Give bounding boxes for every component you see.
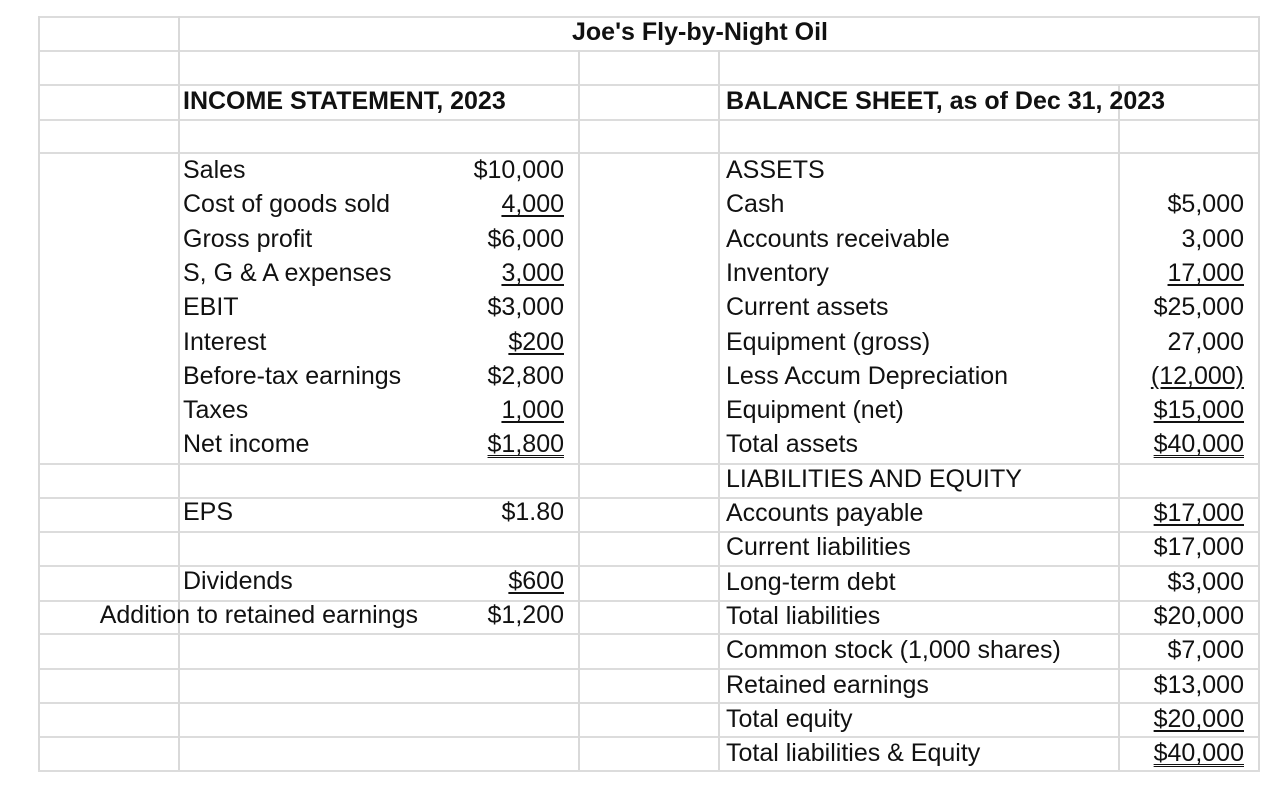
income-row-value: $200 [508,327,564,356]
grid-column-line [578,50,580,770]
grid-column-line [178,16,180,770]
balance-row-value: (12,000) [1150,361,1244,390]
balance-row-value: $20,000 [1153,704,1244,733]
balance-row-label: Inventory [726,258,829,287]
income-row-label: Gross profit [183,224,313,253]
balance-row-label: LIABILITIES AND EQUITY [726,464,1022,493]
dividends-value: $600 [508,567,564,595]
balance-row-value: 3,000 [1181,224,1244,253]
balance-row-label: Total assets [726,430,859,459]
eps-value: $1.80 [501,498,564,526]
income-row-value-cell [420,361,564,391]
balance-row-value-cell [1090,601,1244,631]
sheet-title: Joe's Fly-by-Night Oil [572,18,828,46]
balance-row-label: Total liabilities & Equity [726,739,981,768]
balance-row-value: $3,000 [1167,567,1244,596]
income-row-label: Interest [183,327,267,356]
income-row-label: EBIT [183,293,239,322]
income-row-value-cell [420,189,564,219]
balance-row-value: $15,000 [1153,396,1244,425]
income-row-label: Net income [183,430,310,459]
balance-row-label: Total liabilities [726,601,881,630]
balance-row-value-cell [1090,670,1244,700]
grid-row-line [38,463,1260,465]
balance-row-value: $17,000 [1153,499,1244,527]
income-statement-heading: INCOME STATEMENT, 2023 [183,87,506,115]
grid-row-line [38,702,1260,704]
grid-column-line [38,16,40,770]
balance-row-value: $40,000 [1153,739,1244,768]
balance-row-value-cell [1090,292,1244,322]
income-row-value: $1,800 [487,430,564,459]
balance-row-label: Less Accum Depreciation [726,361,1009,390]
balance-row-value-cell [1090,704,1244,734]
balance-row-value: $17,000 [1153,533,1244,562]
income-row-value: 3,000 [501,258,564,287]
income-row-label: Cost of goods sold [183,190,391,219]
balance-row-label: Total equity [726,704,853,733]
balance-row-value-cell [1090,635,1244,665]
balance-row-label: Equipment (net) [726,396,904,425]
grid-column-line [1118,84,1120,770]
balance-row-label: Retained earnings [726,670,929,699]
retained-value: $1,200 [487,601,564,629]
income-row-value: $2,800 [487,361,564,390]
grid-row-line [38,668,1260,670]
income-row-value: 1,000 [501,396,564,425]
grid-row-line [38,119,1260,121]
balance-row-value: $20,000 [1153,601,1244,630]
balance-row-value-cell [1090,189,1244,219]
dividends-label: Dividends [183,567,293,595]
balance-row-label: Common stock (1,000 shares) [726,636,1061,665]
balance-row-value: $13,000 [1153,670,1244,699]
income-row-value-cell [420,327,564,357]
grid-row-line [38,531,1260,533]
balance-row-value: $7,000 [1167,636,1244,665]
balance-row-value-cell [1090,361,1244,391]
balance-row-label: Equipment (gross) [726,327,931,356]
balance-row-label: ASSETS [726,156,825,184]
income-row-value-cell [420,292,564,322]
income-row-value-cell [420,224,564,254]
income-row-label: Sales [183,156,246,184]
grid-row-line [38,633,1260,635]
balance-row-value-cell [1090,395,1244,425]
balance-row-label: Accounts payable [726,499,924,527]
retained-label: Addition to retained earnings [99,601,418,629]
income-row-value: $6,000 [487,224,564,253]
income-row-label: Taxes [183,396,249,425]
grid-row-line [38,50,1260,52]
balance-row-value-cell [1090,567,1244,597]
balance-row-value: $5,000 [1167,190,1244,219]
balance-row-value: $25,000 [1153,293,1244,322]
income-row-value-cell [420,429,564,459]
grid-row-line [38,770,1260,772]
grid-row-line [38,736,1260,738]
balance-row-label: Long-term debt [726,567,896,596]
balance-row-value-cell [1090,738,1244,768]
balance-row-value: 17,000 [1167,258,1244,287]
balance-row-value-cell [1090,429,1244,459]
balance-row-value-cell [1090,327,1244,357]
grid-column-line [1258,16,1260,770]
balance-row-value-cell [1090,532,1244,562]
balance-row-value-cell [1090,498,1244,528]
income-row-label: S, G & A expenses [183,258,392,287]
income-row-value-cell [420,258,564,288]
income-row-label: Before-tax earnings [183,361,402,390]
balance-row-value: 27,000 [1167,327,1244,356]
income-row-value-cell [420,395,564,425]
balance-row-value-cell [1090,224,1244,254]
balance-row-label: Cash [726,190,785,219]
balance-row-label: Accounts receivable [726,224,950,253]
balance-row-label: Current liabilities [726,533,911,562]
eps-label: EPS [183,498,234,526]
income-row-value: $10,000 [473,156,564,184]
income-row-value-cell [420,155,564,185]
grid-row-line [38,152,1260,154]
balance-row-value: $40,000 [1153,430,1244,459]
balance-row-value-cell [1090,258,1244,288]
income-row-value: $3,000 [487,293,564,322]
grid-column-line [718,50,720,770]
balance-row-label: Current assets [726,293,889,322]
balance-sheet-heading: BALANCE SHEET, as of Dec 31, 2023 [726,87,1166,115]
income-row-value: 4,000 [501,190,564,219]
